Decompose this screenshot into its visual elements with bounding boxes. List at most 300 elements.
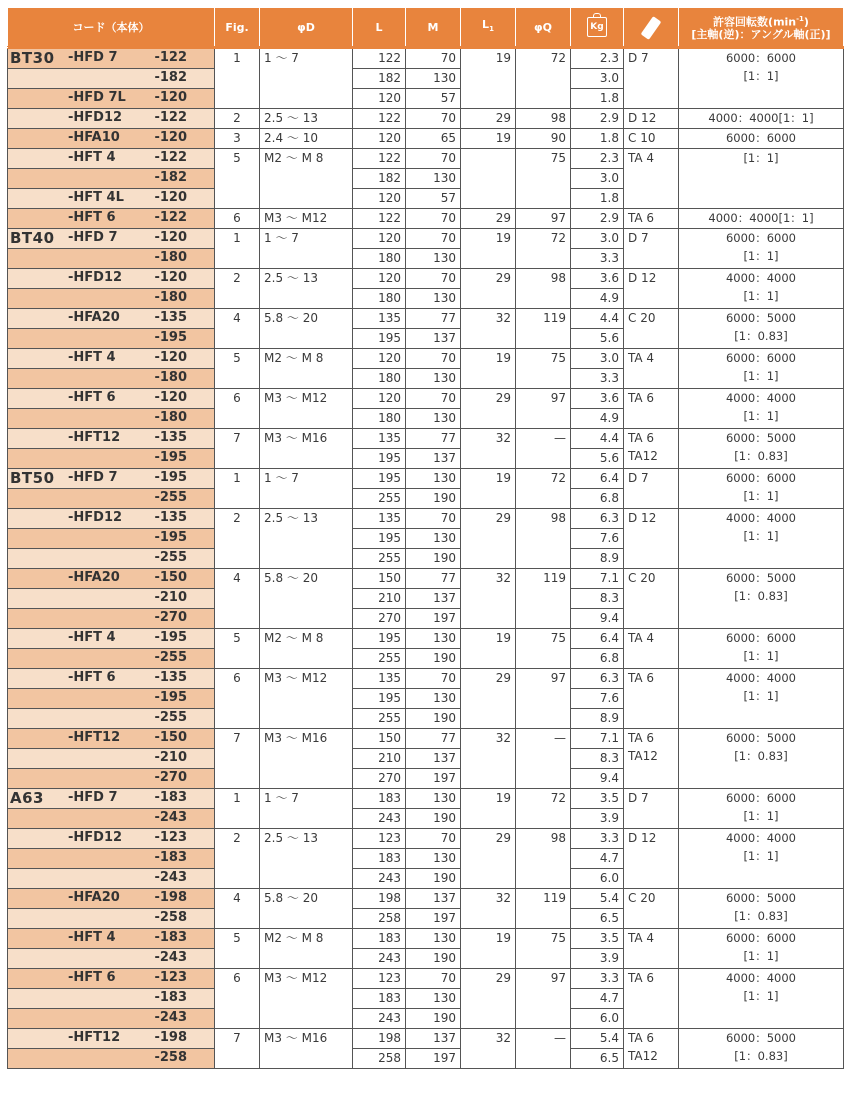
rpm-cell: [679, 469, 844, 509]
code-wrap: [8, 729, 214, 748]
collet-cell: [624, 48, 679, 109]
length-cell: 135: [353, 429, 406, 449]
m-cell: 130: [406, 469, 461, 489]
m-cell: 130: [406, 289, 461, 309]
rpm-value: [1：1]: [743, 689, 779, 703]
code-wrap: [8, 609, 214, 628]
m-cell: 190: [406, 1009, 461, 1029]
weight-cell: 4.7: [571, 989, 624, 1009]
table-row: [8, 669, 844, 689]
rpm-value: 4000：4000: [725, 391, 797, 405]
q-cell: 97: [516, 209, 571, 229]
weight-cell: 7.6: [571, 689, 624, 709]
m-cell: 70: [406, 969, 461, 989]
rpm-value: 6000：6000: [725, 351, 797, 365]
m-cell: 130: [406, 849, 461, 869]
code-length: -123: [154, 970, 187, 985]
code-wrap: [8, 69, 214, 88]
l1-cell: 32: [461, 1029, 516, 1069]
length-cell: 180: [353, 409, 406, 429]
l1-cell: 29: [461, 829, 516, 889]
code-cell: [8, 529, 215, 549]
weight-kg-icon: [587, 17, 607, 37]
code-length: -195: [154, 470, 187, 485]
l1-cell: 32: [461, 309, 516, 349]
m-cell: 70: [406, 149, 461, 169]
rpm-cell: [679, 889, 844, 929]
code-cell: [8, 949, 215, 969]
code-length: -122: [154, 110, 187, 125]
diameter-cell: M3 ～ M16: [260, 729, 353, 789]
fig-cell: 1: [215, 229, 260, 269]
code-cell: [8, 89, 215, 109]
collet-cell: [624, 1029, 679, 1069]
weight-cell: 7.6: [571, 529, 624, 549]
rpm-value: [1：1]: [743, 249, 779, 263]
collet-value: D 7: [628, 51, 649, 65]
code-cell: [8, 929, 215, 949]
rpm-value: 6000：6000: [725, 791, 797, 805]
rpm-value: 6000：6000: [725, 131, 797, 145]
rpm-value: 4000：4000: [725, 671, 797, 685]
length-cell: 135: [353, 309, 406, 329]
code-length: -150: [154, 570, 187, 585]
length-cell: 135: [353, 669, 406, 689]
length-cell: 183: [353, 989, 406, 1009]
code-cell: [8, 629, 215, 649]
l1-cell: 19: [461, 469, 516, 509]
code-cell: [8, 669, 215, 689]
weight-cell: 6.5: [571, 1049, 624, 1069]
collet-cell: [624, 629, 679, 669]
collet-cell: [624, 229, 679, 269]
code-cell: [8, 449, 215, 469]
fig-cell: 4: [215, 569, 260, 629]
length-cell: 195: [353, 449, 406, 469]
rpm-value: 4000：4000: [725, 511, 797, 525]
m-cell: 130: [406, 929, 461, 949]
m-cell: 137: [406, 1029, 461, 1049]
length-cell: 198: [353, 1029, 406, 1049]
code-length: -255: [154, 550, 187, 565]
weight-cell: 3.5: [571, 929, 624, 949]
fig-cell: 6: [215, 209, 260, 229]
code-wrap: [8, 769, 214, 788]
rpm-value: 6000：6000: [725, 231, 797, 245]
length-cell: 255: [353, 649, 406, 669]
rpm-cell: [679, 669, 844, 729]
weight-cell: 8.3: [571, 749, 624, 769]
rpm-cell: [679, 509, 844, 569]
q-cell: 72: [516, 789, 571, 829]
code-length: -183: [154, 930, 187, 945]
code-length: -255: [154, 650, 187, 665]
m-cell: 77: [406, 429, 461, 449]
weight-cell: 3.3: [571, 369, 624, 389]
code-cell: [8, 249, 215, 269]
code-wrap: [8, 949, 214, 968]
weight-cell: 6.8: [571, 489, 624, 509]
code-length: -210: [154, 750, 187, 765]
weight-cell: 5.6: [571, 329, 624, 349]
table-row: [8, 229, 844, 249]
code-suffix: -HFT 6: [68, 210, 116, 225]
code-cell: [8, 609, 215, 629]
header-rpm-title-sup: -1: [796, 14, 804, 23]
code-cell: [8, 429, 215, 449]
diameter-cell: 1 ～ 7: [260, 48, 353, 109]
code-suffix: -HFT12: [68, 730, 121, 745]
m-cell: 130: [406, 369, 461, 389]
rpm-value: 6000：6000: [725, 471, 797, 485]
m-cell: 57: [406, 189, 461, 209]
m-cell: 137: [406, 449, 461, 469]
fig-cell: 5: [215, 929, 260, 969]
m-cell: 130: [406, 409, 461, 429]
q-cell: 98: [516, 829, 571, 889]
weight-cell: 6.0: [571, 869, 624, 889]
weight-cell: 2.9: [571, 109, 624, 129]
rpm-cell: [679, 229, 844, 269]
code-wrap: [8, 1029, 214, 1048]
table-row: [8, 969, 844, 989]
table-row: [8, 269, 844, 289]
code-group: BT30: [10, 49, 55, 67]
code-cell: [8, 689, 215, 709]
code-length: -135: [154, 510, 187, 525]
code-suffix: -HFA20: [68, 570, 120, 585]
code-cell: [8, 229, 215, 249]
code-wrap: [8, 409, 214, 428]
header-weight: [571, 8, 624, 48]
weight-cell: 2.9: [571, 209, 624, 229]
code-suffix: -HFD12: [68, 270, 123, 285]
header-l1-sub: 1: [489, 25, 494, 34]
diameter-cell: M3 ～ M16: [260, 1029, 353, 1069]
code-suffix: -HFD 7: [68, 470, 118, 485]
code-cell: [8, 149, 215, 169]
diameter-cell: M2 ～ M 8: [260, 629, 353, 669]
code-cell: [8, 749, 215, 769]
code-wrap: [8, 469, 214, 488]
diameter-cell: M2 ～ M 8: [260, 929, 353, 969]
m-cell: 197: [406, 1049, 461, 1069]
rpm-value: 6000：5000: [725, 311, 797, 325]
length-cell: 255: [353, 709, 406, 729]
m-cell: 65: [406, 129, 461, 149]
collet-cell: [624, 429, 679, 469]
code-length: -135: [154, 430, 187, 445]
weight-kg-icon-text: Kg: [590, 22, 604, 32]
code-suffix: -HFT 4L: [68, 190, 124, 205]
length-cell: 243: [353, 949, 406, 969]
code-group: A63: [10, 789, 44, 807]
rpm-value: 6000：5000: [725, 891, 797, 905]
weight-cell: 3.6: [571, 269, 624, 289]
code-suffix: -HFD 7: [68, 50, 118, 65]
code-length: -258: [154, 1050, 187, 1065]
m-cell: 70: [406, 509, 461, 529]
code-length: -195: [154, 630, 187, 645]
table-row: [8, 209, 844, 229]
weight-cell: 1.8: [571, 189, 624, 209]
code-length: -255: [154, 710, 187, 725]
collet-cell: [624, 349, 679, 389]
code-wrap: [8, 229, 214, 248]
collet-value: C 20: [628, 571, 656, 585]
code-wrap: [8, 309, 214, 328]
q-cell: 97: [516, 389, 571, 429]
table-body: [8, 48, 844, 1069]
code-length: -243: [154, 810, 187, 825]
code-cell: [8, 189, 215, 209]
collet-cell: [624, 929, 679, 969]
rpm-value: [1：0.83]: [734, 449, 788, 463]
code-cell: [8, 389, 215, 409]
weight-cell: 3.9: [571, 949, 624, 969]
code-suffix: -HFA20: [68, 310, 120, 325]
weight-cell: 3.0: [571, 169, 624, 189]
code-wrap: [8, 589, 214, 608]
fig-cell: 4: [215, 309, 260, 349]
diameter-cell: 5.8 ～ 20: [260, 569, 353, 629]
rpm-value: [1：0.83]: [734, 1049, 788, 1063]
diameter-cell: 1 ～ 7: [260, 789, 353, 829]
table-row: [8, 389, 844, 409]
code-cell: [8, 269, 215, 289]
code-cell: [8, 909, 215, 929]
q-cell: 72: [516, 48, 571, 109]
code-suffix: -HFD 7: [68, 230, 118, 245]
length-cell: 123: [353, 829, 406, 849]
code-cell: [8, 48, 215, 69]
rpm-cell: [679, 789, 844, 829]
collet-value: TA 4: [628, 931, 655, 945]
q-cell: 97: [516, 969, 571, 1029]
code-wrap: [8, 329, 214, 348]
length-cell: 120: [353, 89, 406, 109]
code-cell: [8, 329, 215, 349]
rpm-cell: [679, 929, 844, 969]
m-cell: 137: [406, 889, 461, 909]
diameter-cell: 2.5 ～ 13: [260, 509, 353, 569]
rpm-value: [1：1]: [743, 849, 779, 863]
code-cell: [8, 809, 215, 829]
code-cell: [8, 709, 215, 729]
code-wrap: [8, 969, 214, 988]
m-cell: 77: [406, 309, 461, 329]
code-suffix: -HFT 6: [68, 390, 116, 405]
length-cell: 243: [353, 809, 406, 829]
rpm-value: [1：1]: [743, 289, 779, 303]
m-cell: 130: [406, 69, 461, 89]
fig-cell: 5: [215, 349, 260, 389]
diameter-cell: 2.5 ～ 13: [260, 269, 353, 309]
length-cell: 150: [353, 569, 406, 589]
m-cell: 197: [406, 769, 461, 789]
fig-cell: 7: [215, 729, 260, 789]
rpm-value: 4000：4000[1：1]: [708, 211, 814, 225]
code-length: -182: [154, 70, 187, 85]
code-cell: [8, 569, 215, 589]
q-cell: 75: [516, 629, 571, 669]
length-cell: 210: [353, 589, 406, 609]
collet-cell: [624, 669, 679, 729]
m-cell: 70: [406, 349, 461, 369]
length-cell: 195: [353, 629, 406, 649]
weight-cell: 8.3: [571, 589, 624, 609]
code-wrap: [8, 689, 214, 708]
m-cell: 77: [406, 569, 461, 589]
l1-cell: 19: [461, 129, 516, 149]
length-cell: 182: [353, 169, 406, 189]
length-cell: 195: [353, 469, 406, 489]
code-suffix: -HFD 7: [68, 790, 118, 805]
code-wrap: [8, 809, 214, 828]
header-diameter: φD: [260, 8, 353, 48]
rpm-cell: [679, 629, 844, 669]
code-cell: [8, 829, 215, 849]
code-suffix: -HFT 6: [68, 670, 116, 685]
length-cell: 180: [353, 249, 406, 269]
q-cell: 98: [516, 109, 571, 129]
collet-value: C 20: [628, 311, 656, 325]
weight-cell: 5.6: [571, 449, 624, 469]
weight-cell: 3.0: [571, 349, 624, 369]
code-cell: [8, 409, 215, 429]
code-cell: [8, 169, 215, 189]
l1-cell: 19: [461, 48, 516, 109]
length-cell: 198: [353, 889, 406, 909]
code-wrap: [8, 849, 214, 868]
fig-cell: 1: [215, 48, 260, 109]
length-cell: 258: [353, 909, 406, 929]
l1-cell: [461, 149, 516, 209]
code-length: -210: [154, 590, 187, 605]
q-cell: 119: [516, 889, 571, 929]
diameter-cell: M3 ～ M12: [260, 209, 353, 229]
collet-value: TA 6: [628, 971, 655, 985]
fig-cell: 5: [215, 629, 260, 669]
collet-value: D 7: [628, 471, 649, 485]
code-cell: [8, 489, 215, 509]
length-cell: 183: [353, 849, 406, 869]
code-wrap: [8, 669, 214, 688]
code-cell: [8, 789, 215, 809]
code-length: -243: [154, 950, 187, 965]
length-cell: 122: [353, 209, 406, 229]
rpm-cell: [679, 309, 844, 349]
table-row: [8, 149, 844, 169]
collet-value: C 10: [628, 131, 656, 145]
m-cell: 130: [406, 169, 461, 189]
code-wrap: [8, 529, 214, 548]
table-row: [8, 629, 844, 649]
header-l1: [461, 8, 516, 48]
rpm-value: 6000：5000: [725, 731, 797, 745]
code-suffix: -HFD 7L: [68, 90, 126, 105]
table-row: [8, 129, 844, 149]
code-wrap: [8, 869, 214, 888]
rpm-value: 6000：6000: [725, 931, 797, 945]
m-cell: 130: [406, 529, 461, 549]
q-cell: 72: [516, 229, 571, 269]
code-cell: [8, 289, 215, 309]
code-length: -183: [154, 990, 187, 1005]
code-cell: [8, 309, 215, 329]
rpm-value: 4000：4000: [725, 971, 797, 985]
length-cell: 243: [353, 869, 406, 889]
length-cell: 270: [353, 769, 406, 789]
code-length: -195: [154, 330, 187, 345]
rpm-cell: [679, 209, 844, 229]
diameter-cell: M2 ～ M 8: [260, 349, 353, 389]
code-suffix: -HFA20: [68, 890, 120, 905]
collet-cell: [624, 389, 679, 429]
diameter-cell: 1 ～ 7: [260, 469, 353, 509]
code-wrap: [8, 1049, 214, 1068]
table-row: [8, 929, 844, 949]
code-length: -120: [154, 190, 187, 205]
diameter-cell: M3 ～ M12: [260, 389, 353, 429]
m-cell: 190: [406, 869, 461, 889]
length-cell: 120: [353, 229, 406, 249]
table-row: [8, 429, 844, 449]
weight-cell: 3.0: [571, 229, 624, 249]
code-length: -243: [154, 870, 187, 885]
code-wrap: [8, 509, 214, 528]
code-cell: [8, 969, 215, 989]
rpm-cell: [679, 149, 844, 209]
collet-cell: [624, 269, 679, 309]
l1-cell: 29: [461, 209, 516, 229]
collet-cell: [624, 209, 679, 229]
code-suffix: -HFT 4: [68, 930, 116, 945]
m-cell: 70: [406, 669, 461, 689]
weight-cell: 6.8: [571, 649, 624, 669]
rpm-cell: [679, 349, 844, 389]
weight-cell: 6.3: [571, 509, 624, 529]
l1-cell: 29: [461, 109, 516, 129]
code-group: BT50: [10, 469, 55, 487]
m-cell: 70: [406, 389, 461, 409]
code-suffix: -HFD12: [68, 510, 123, 525]
code-length: -120: [154, 130, 187, 145]
code-cell: [8, 649, 215, 669]
collet-value: TA 6: [628, 211, 655, 225]
m-cell: 130: [406, 629, 461, 649]
rpm-value: 6000：5000: [725, 431, 797, 445]
header-rpm-title-line: [681, 13, 841, 29]
code-cell: [8, 849, 215, 869]
code-length: -180: [154, 250, 187, 265]
rpm-value: [1：1]: [743, 989, 779, 1003]
weight-cell: 5.4: [571, 889, 624, 909]
length-cell: 195: [353, 689, 406, 709]
rpm-cell: [679, 389, 844, 429]
code-length: -122: [154, 50, 187, 65]
q-cell: 119: [516, 309, 571, 349]
weight-cell: 9.4: [571, 609, 624, 629]
length-cell: 255: [353, 489, 406, 509]
l1-cell: 32: [461, 569, 516, 629]
code-length: -270: [154, 610, 187, 625]
l1-cell: 19: [461, 229, 516, 269]
length-cell: 258: [353, 1049, 406, 1069]
collet-value: TA 4: [628, 351, 655, 365]
header-fig: Fig.: [215, 8, 260, 48]
m-cell: 70: [406, 48, 461, 69]
